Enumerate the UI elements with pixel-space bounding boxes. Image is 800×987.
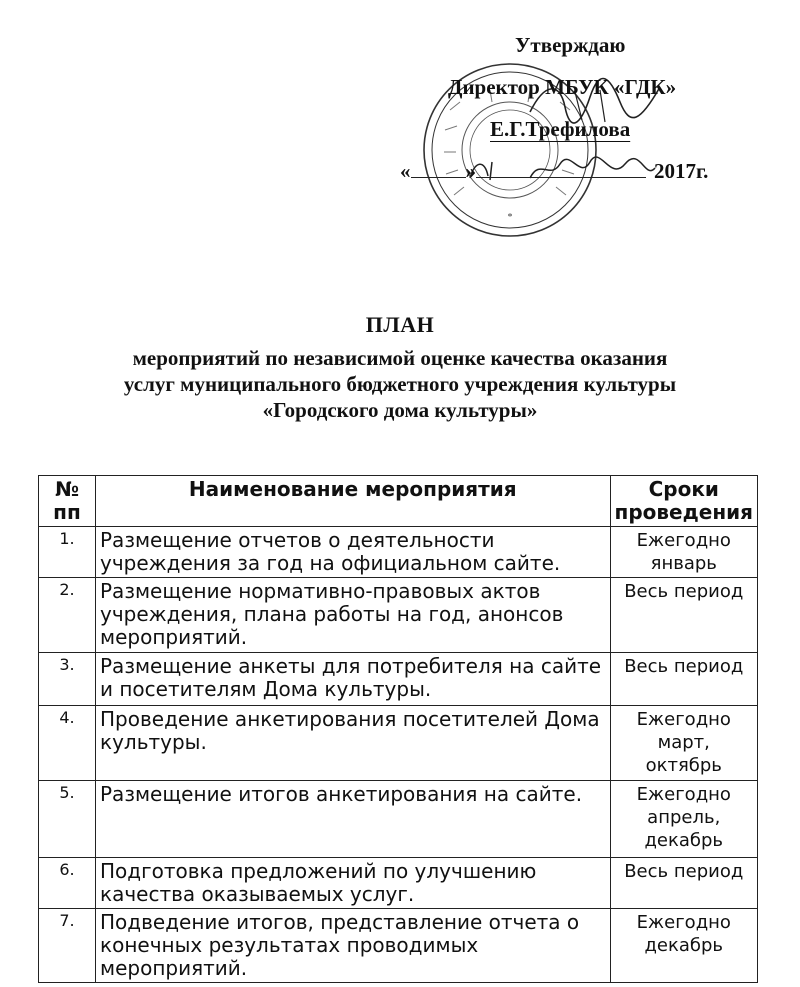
subtitle-line: «Городского дома культуры» (262, 398, 538, 422)
date-open-quote: « (400, 159, 411, 183)
row-num: 3. (39, 653, 96, 706)
table-row (39, 858, 758, 909)
date-day-blank (411, 153, 466, 178)
header-name: Наименование мероприятия (96, 476, 611, 527)
date-year: 2017г. (654, 159, 709, 183)
row-num: 4. (39, 706, 96, 781)
row-activity: Подведение итогов, представление отчета о конечных результатах проводимых мероприятий. (96, 909, 611, 983)
subtitle-line: услуг муниципального бюджетного учреждения культуры (123, 372, 677, 396)
table-row (39, 909, 758, 983)
approver-name: Е.Г.Трефилова (490, 117, 631, 141)
table-row (39, 706, 758, 781)
row-deadline: Весь период (610, 578, 758, 653)
row-activity: Размещение анкеты для потребителя на сайте и посетителям Дома культуры. (96, 653, 611, 706)
row-activity: Проведение анкетирования посетителей Дома культуры. (96, 706, 611, 781)
svg-text:*: * (507, 212, 513, 223)
approval-date (400, 150, 780, 192)
table-row (39, 527, 758, 578)
table-row (39, 781, 758, 858)
row-num: 1. (39, 527, 96, 578)
table-row (39, 578, 758, 653)
row-deadline: Весь период (610, 653, 758, 706)
row-deadline: Ежегодно декабрь (610, 909, 758, 983)
date-close-quote: » (465, 159, 476, 183)
approver-position: Директор МБУК «ГДК» (448, 75, 677, 99)
subtitle-line: мероприятий по независимой оценке качества оказания (132, 346, 668, 370)
date-month-blank (476, 153, 646, 178)
table-header-row (39, 476, 758, 527)
header-deadline: Сроки проведения (610, 476, 758, 527)
row-deadline: Ежегодно март, октябрь (610, 706, 758, 781)
row-num: 2. (39, 578, 96, 653)
row-activity: Размещение нормативно-правовых актов учреждения, плана работы на год, анонсов мероприятий. (96, 578, 611, 653)
plan-table (38, 475, 758, 983)
row-deadline: Ежегодно апрель, декабрь (610, 781, 758, 858)
row-num: 5. (39, 781, 96, 858)
row-activity: Размещение отчетов о деятельности учреждения за год на официальном сайте. (96, 527, 611, 578)
row-activity: Подготовка предложений по улучшению качества оказываемых услуг. (96, 858, 611, 909)
document-subtitle (70, 345, 730, 423)
approval-block (400, 24, 780, 192)
row-activity: Размещение итогов анкетирования на сайте. (96, 781, 611, 858)
approval-title: Утверждаю (515, 33, 626, 57)
row-num: 7. (39, 909, 96, 983)
row-num: 6. (39, 858, 96, 909)
row-deadline: Весь период (610, 858, 758, 909)
document-title: ПЛАН (365, 312, 435, 337)
table-row (39, 653, 758, 706)
header-num: № пп (39, 476, 96, 527)
row-deadline: Ежегодно январь (610, 527, 758, 578)
